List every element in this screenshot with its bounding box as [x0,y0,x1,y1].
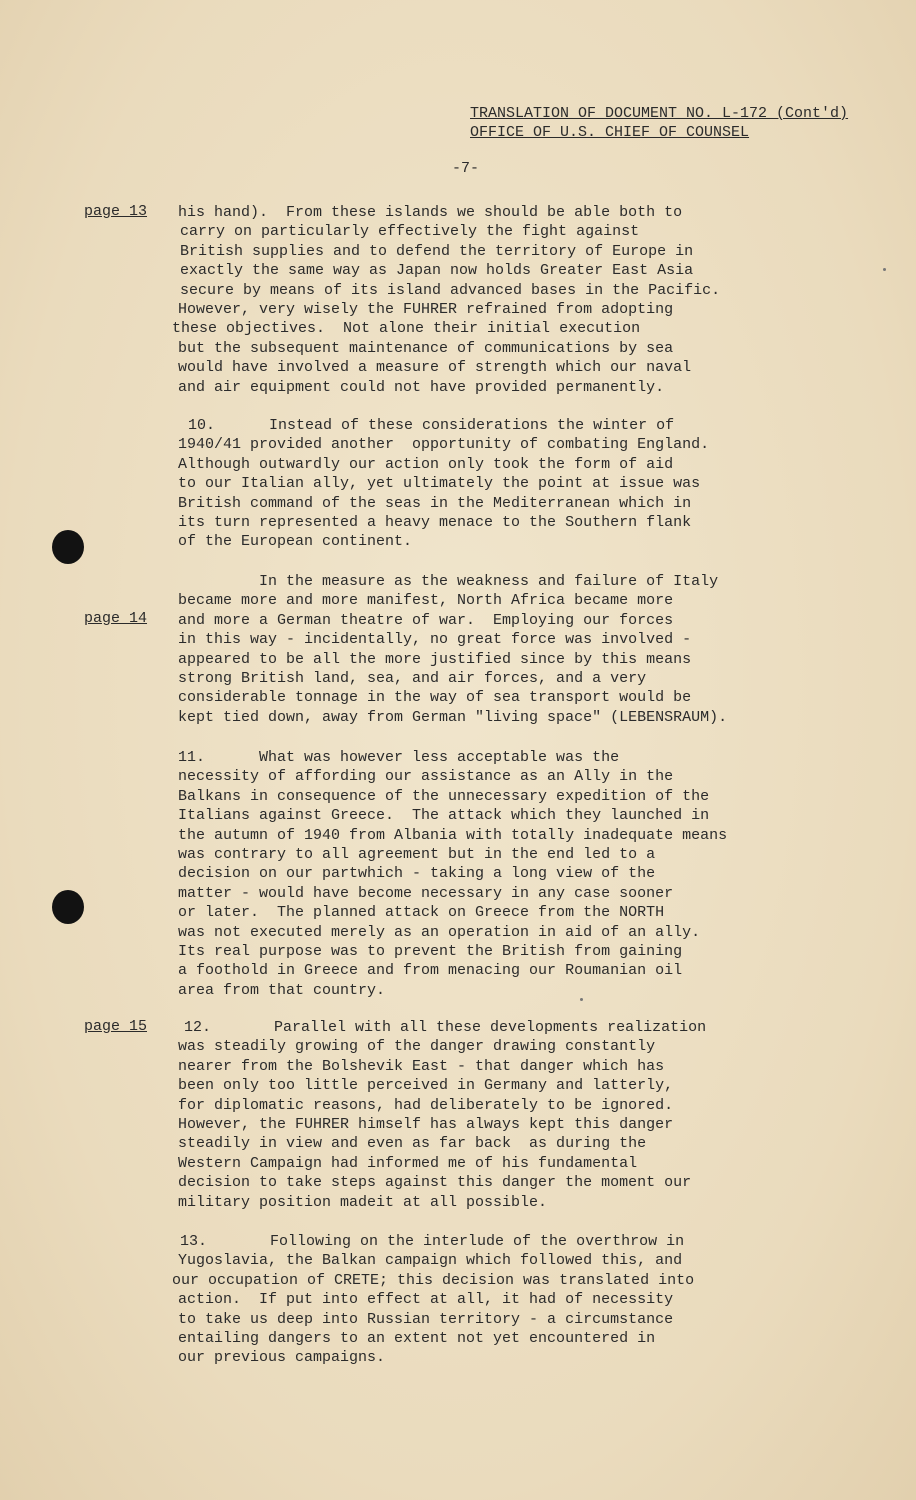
text-line: became more and more manifest, North Africa became more [178,592,674,610]
text-line: to our Italian ally, yet ultimately the point at issue was [178,475,701,493]
text-line: secure by means of its island advanced bases in the Pacific. [180,281,721,299]
text-line: area from that country. [178,981,386,999]
document-header [470,104,848,142]
text-line: Although outwardly our action only took the form of aid [178,455,674,473]
text-line: 11. What was however less acceptable was the [178,749,620,766]
text-line: exactly the same way as Japan now holds Greater East Asia [180,262,694,280]
margin-note-page-13: page 13 [84,203,148,220]
text-line: 1940/41 provided another opportunity of combating England. [178,436,710,454]
text-line: and more a German theatre of war. Employing our forces [178,611,674,629]
text-line: decision on our partwhich - taking a long view of the [178,865,656,883]
text-line: However, the FUHRER himself has always kept this danger [178,1115,674,1133]
text-line: but the subsequent maintenance of communications by sea [178,339,674,357]
text-line: 12. Parallel with all these developments realization [184,1019,707,1036]
text-line: our previous campaigns. [178,1349,386,1367]
paragraph-north-africa [178,572,798,727]
text-line: the autumn of 1940 from Albania with totally inadequate means [178,826,728,844]
text-line: action. If put into effect at all, it had of necessity [178,1291,674,1309]
text-line: was contrary to all agreement but in the end led to a [178,845,656,863]
text-line: Its real purpose was to prevent the British from gaining [178,942,683,960]
paragraph-11 [178,748,798,1000]
text-line: decision to take steps against this danger the moment our [178,1174,692,1192]
text-line: in this way - incidentally, no great force was involved - [178,631,692,649]
page-number: -7- [452,160,480,177]
text-line: strong British land, sea, and air forces, and a very [178,669,647,687]
text-line: British supplies and to defend the territory of Europe in [180,242,694,260]
punch-hole [52,890,84,924]
paragraph-continuation [172,203,798,397]
paragraph-10 [178,416,798,552]
text-line: nearer from the Bolshevik East - that danger which has [178,1057,665,1075]
text-line: appeared to be all the more justified since by this means [178,650,692,668]
text-line: Italians against Greece. The attack which they launched in [178,807,710,825]
text-line: carry on particularly effectively the fight against [180,223,640,241]
text-line: was not executed merely as an operation in aid of an ally. [178,923,701,941]
text-line: of the European continent. [178,533,413,551]
header-office-line: OFFICE OF U.S. CHIEF OF COUNSEL [470,124,750,141]
text-line: our occupation of CRETE; this decision was translated into [172,1271,695,1289]
text-line: steadily in view and even as far back as during the [178,1135,647,1153]
text-line: its turn represented a heavy menace to the Southern flank [178,513,692,531]
text-line: 13. Following on the interlude of the overthrow in [180,1233,685,1250]
text-line: these objectives. Not alone their initial execution [172,320,641,338]
text-line: and air equipment could not have provided permanently. [178,378,665,396]
text-line: military position madeit at all possible. [178,1193,548,1211]
text-line: matter - would have become necessary in any case sooner [178,884,674,902]
text-line: 10. Instead of these considerations the winter of [188,417,675,434]
text-line: However, very wisely the FUHRER refrained from adopting [178,300,674,318]
header-translation-line: TRANSLATION OF DOCUMENT NO. L-172 (Cont'd) [470,105,849,122]
paragraph-12 [178,1018,798,1212]
text-line: necessity of affording our assistance as an Ally in the [178,768,674,786]
text-line: or later. The planned attack on Greece from the NORTH [178,904,665,922]
paper-speck [883,268,886,271]
text-line: Balkans in consequence of the unnecessary expedition of the [178,787,710,805]
text-line: Yugoslavia, the Balkan campaign which followed this, and [178,1252,683,1270]
text-line: Western Campaign had informed me of his fundamental [178,1154,638,1172]
margin-note-page-14: page 14 [84,610,148,627]
text-line: was steadily growing of the danger drawing constantly [178,1038,656,1056]
text-line: been only too little perceived in Germany and latterly, [178,1077,674,1095]
text-line: for diplomatic reasons, had deliberately to be ignored. [178,1096,674,1114]
text-line: would have involved a measure of strength which our naval [178,359,692,377]
text-line: entailing dangers to an extent not yet encountered in [178,1329,656,1347]
text-line: to take us deep into Russian territory - a circumstance [178,1310,674,1328]
text-line: British command of the seas in the Mediterranean which in [178,494,692,512]
paragraph-13 [172,1232,798,1368]
text-line: considerable tonnage in the way of sea transport would be [178,689,692,707]
text-line: In the measure as the weakness and failure of Italy [178,573,719,590]
text-line: his hand). From these islands we should be able both to [178,204,683,221]
text-line: a foothold in Greece and from menacing our Roumanian oil [178,962,683,980]
margin-note-page-15: page 15 [84,1018,148,1035]
text-line: kept tied down, away from German "living space" (LEBENSRAUM). [178,708,728,726]
punch-hole [52,530,84,564]
